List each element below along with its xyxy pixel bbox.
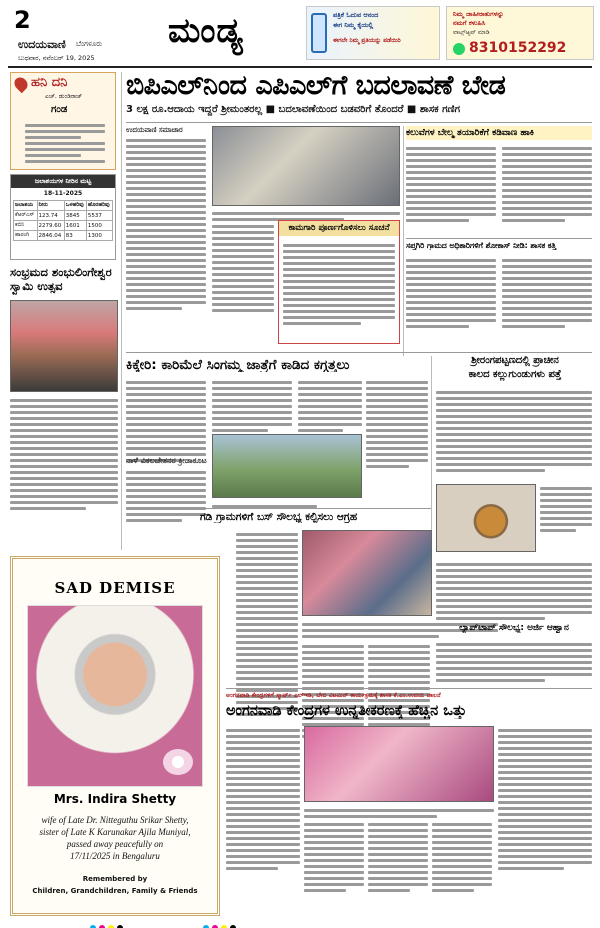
horoscope-title: ಹನಿ ದನಿ: [31, 75, 68, 90]
bus-body-col1: [236, 530, 298, 719]
lead-subheads: [126, 104, 592, 120]
section-rule-3: [226, 688, 592, 689]
protest-photo: [302, 530, 432, 616]
left-story-body: [10, 396, 118, 513]
box-story-body: [283, 241, 395, 328]
page-number: 2: [14, 6, 31, 34]
reservoir-table: [10, 174, 116, 260]
box-story-headline: ಕಾಮಗಾರಿ ಪೂರ್ಣಗೊಳಿಸಲು ಸೂಚನೆ: [279, 221, 399, 236]
ad1-line1: ಪತ್ರಿಕೆ ಓದುವ ಆನಂದ: [333, 11, 379, 19]
sports-headline: ನಾಳೆ ವಿಕಲಚೇತನರ ಕ್ರೀಡಾಕೂಟ: [126, 456, 207, 465]
reservoir-cell: 1300: [86, 231, 112, 241]
anganwadi-photo: [304, 726, 494, 802]
srirangapatna-headline-1: ಶ್ರೀರಂಗಪಟ್ಟಣದಲ್ಲಿ ಪ್ರಾಚೀನ: [471, 356, 559, 366]
kikkeri-photo: [212, 434, 362, 498]
lead-headline: ಬಿಪಿಎಲ್‌ನಿಂದ ಎಪಿಎಲ್‌ಗೆ ಬದಲಾವಣೆ ಬೇಡ: [126, 72, 506, 101]
obituary-line3: passed away peacefully on: [66, 839, 164, 849]
reservoir-cell: ಕಬಿನಿ: [14, 221, 38, 231]
ad2-line3: ವಾಟ್ಸ್‌ಆ್ಯಪ್ ಮಾಡಿ: [453, 29, 490, 36]
anganwadi-caption: [304, 806, 494, 821]
lead-rule: [126, 122, 592, 123]
horoscope-author: ಎಚ್. ಡುಂಡಿರಾಜ್: [45, 93, 83, 100]
right-top-body-col1: [406, 144, 496, 225]
box-story: [278, 220, 400, 344]
meeting-photo: [212, 126, 400, 206]
bus-headline: ಗಡಿ ಗ್ರಾಮಗಳಿಗೆ ಬಸ್ ಸೌಲಭ್ಯ ಕಲ್ಪಿಸಲು ಆಗ್ರಹ: [200, 512, 358, 523]
srirangapatna-body-top: [436, 388, 592, 475]
reservoir-header-cell: ಜಲಾಶಯ: [14, 201, 38, 211]
srirangapatna-headline-2: ಕಾಲದ ಕಲ್ಲುಗುಂಡುಗಳು ಪತ್ತೆ: [468, 370, 562, 380]
reservoir-cell: 1500: [86, 221, 112, 231]
lead-subhead-1: 3 ಲಕ್ಷ ರೂ.ಆದಾಯ ಇದ್ದರೆ ಶ್ರೀಮಂತರಲ್ಲ: [126, 104, 263, 115]
ad2-phone: 8310152292: [469, 40, 567, 56]
obituary-line2: sister of Late K Karunakar Ajila Muniyal,: [39, 827, 191, 837]
anganwadi-body-col4: [432, 820, 492, 895]
obituary-remembered-by: Children, Grandchildren, Family & Friends: [32, 887, 198, 895]
whatsapp-icon: [453, 43, 465, 55]
reservoir-cell: 2846.04: [37, 231, 64, 241]
registration-marks: [90, 916, 510, 924]
anganwadi-body-col2: [304, 820, 364, 895]
reservoir-header-cell: ನೀರು: [37, 201, 64, 211]
ad2-line1: ನಿಮ್ಮ ಜಾಹೀರಾತುಗಳನ್ನು: [453, 10, 504, 18]
right-mid-body-col1: [406, 256, 496, 331]
section-rule-1: [126, 352, 592, 353]
kikkeri-body-col3: [298, 378, 362, 435]
poem-text: [25, 121, 105, 166]
reservoir-header-cell: ಒಳಹರಿವು: [64, 201, 86, 211]
bus-body-col4: [436, 560, 592, 623]
laptop-headline: ಲ್ಯಾಪ್‌ಟಾಪ್ ಸೌಲಭ್ಯ: ಅರ್ಜಿ ಆಹ್ವಾನ: [459, 624, 569, 633]
section-rule-2: [126, 508, 431, 509]
lead-byline: ಉದಯವಾಣಿ ಸಮಾಚಾರ: [126, 126, 183, 134]
obituary-remembered-label: Remembered by: [82, 875, 148, 883]
reservoir-title: ಜಲಾಶಯಗಳ ನೀರಿನ ಮಟ್ಟ: [11, 175, 115, 188]
lead-subhead-2: ಬದಲಾವಣೆಯಿಂದ ಬಡವರಿಗೆ ತೊಂದರೆ: [278, 104, 404, 115]
obituary-line4: 17/11/2025 in Bengaluru: [70, 851, 160, 861]
anganwadi-kicker: ಅಂಗನವಾಡಿ ಕೇಂದ್ರಗಳಿಗೆ ಸ್ಮಾರ್ಟ್ ಎಲ್‌ಇಡಿ, ಬೇಬಿ ವಿಟಮಿನ್ ಕಾರ್ಯಕ್ರಮಕ್ಕೆ ಶಾಸಕ ಕೆ.ಎಂ.ಉದಯ ಚಾಲನೆ: [226, 692, 441, 699]
laptop-body: [436, 640, 592, 685]
stone-photo: [436, 484, 536, 552]
reservoir-cell: 123.74: [37, 211, 64, 221]
flower-icon: [163, 749, 193, 775]
paper-name: ಉದಯವಾಣಿ: [18, 38, 66, 51]
kikkeri-headline: ಕಿಕ್ಕೇರಿ: ಕಾರಿಮೆಲೆ ಸಿಂಗಮ್ಮ ಜಾತ್ರೆಗೆ ಕಾಡಿದ ಕಗ್ಗತ್ತಲು: [126, 358, 350, 373]
right-mid-headline: ಸಪ್ತಗಿರಿ ಗ್ರಾಮದ ಅಧಿಕಾರಿಗಳಿಗೆ ಶೋಕಾಸ್ ನೀಡಿ: ಶಾಸಕ ಕತ್ತಿ: [406, 242, 557, 250]
reservoir-cell: 83: [64, 231, 86, 241]
phone-icon: [311, 13, 327, 53]
masthead-ad-whatsapp[interactable]: [446, 6, 594, 60]
kikkeri-caption: [212, 502, 362, 511]
obituary-box: [10, 556, 220, 916]
reservoir-cell: 3845: [64, 211, 86, 221]
obituary-name: Mrs. Indira Shetty: [53, 792, 177, 806]
kikkeri-body-col2: [212, 378, 292, 435]
drop-icon: [12, 75, 30, 93]
rule-left: [121, 72, 122, 550]
reservoir-cell: 2279.60: [37, 221, 64, 231]
reservoir-cell: ಕೆಆರ್‌ಎಸ್: [14, 211, 38, 221]
ad2-line2: ನಮಗೆ ಕಳುಹಿಸಿ: [453, 19, 486, 27]
anganwadi-body-col1: [226, 726, 300, 873]
square-bullet-icon: ■: [265, 104, 276, 115]
sports-body: [126, 468, 206, 525]
masthead-rule: [8, 66, 592, 68]
district-title: ಮಂಡ್ಯ: [168, 11, 244, 51]
anganwadi-body-col5: [498, 726, 592, 873]
left-story-headline: ಸಂಭ್ರಮದ ಶಂಭುಲಿಂಗೇಶ್ವರ ಸ್ವಾಮಿ ಉತ್ಸವ: [10, 265, 112, 293]
square-bullet-icon: ■: [406, 104, 417, 115]
reservoir-header-cell: ಹೊರಹರಿವು: [86, 201, 112, 211]
right-mid-rule: [406, 238, 592, 239]
reservoir-cell: 5537: [86, 211, 112, 221]
reservoir-date: 18-11-2025: [43, 190, 83, 197]
masthead: [0, 0, 600, 66]
anganwadi-headline: ಅಂಗನವಾಡಿ ಕೇಂದ್ರಗಳ ಉನ್ನತೀಕರಣಕ್ಕೆ ಹೆಚ್ಚಿನ ಒತ್ತು: [226, 704, 467, 719]
kikkeri-body-col4: [366, 378, 428, 471]
reservoir-cell: 1601: [64, 221, 86, 231]
lead-body-col2: [212, 222, 274, 315]
right-top-body-col2: [502, 144, 592, 225]
kikkeri-body-col1: [126, 378, 206, 465]
reservoir-row: [14, 221, 113, 231]
reservoir-row: [14, 231, 113, 241]
masthead-ad-subscription[interactable]: [306, 6, 440, 60]
right-top-headline: ಕಲುವೆಗಳ ಬೇಲ್ಮ ತಯಾರಿಕೆಗೆ ಕಡಿವಾಣ ಹಾಕಿ: [406, 126, 592, 140]
lead-subhead-3: ಶಾಸಕ ಗಣಿಗ: [419, 104, 461, 115]
anganwadi-body-col3: [368, 820, 428, 895]
reservoir-cell: ಹಾರಂಗಿ: [14, 231, 38, 241]
ad1-line2: ಈಗ ನಿಮ್ಮ ಕೈಯಲ್ಲಿ: [333, 21, 374, 29]
lead-body-col1: [126, 136, 206, 313]
srirangapatna-body-side: [540, 484, 592, 535]
reservoir-row: [14, 211, 113, 221]
right-mid-body-col2: [502, 256, 592, 331]
rule-mid: [403, 126, 404, 356]
poem-title: ಗಂಡ: [51, 104, 68, 115]
horoscope-box: [10, 72, 116, 170]
ad1-line3: ಈಗಲೇ ನಿಮ್ಮ ಪ್ರತಿಯನ್ನು ಪಡೆಯಿರಿ: [333, 37, 401, 44]
obituary-title: SAD DEMISE: [54, 579, 176, 597]
temple-photo: [10, 300, 118, 392]
date-line: ಬುಧವಾರ, ನವೆಂಬರ್ 19, 2025: [18, 54, 95, 62]
obituary-line1: wife of Late Dr. Nitteguthu Srikar Shetty,: [41, 815, 189, 825]
edition-city: ಬೆಂಗಳೂರು: [76, 40, 103, 48]
reservoir-grid: [13, 200, 113, 241]
